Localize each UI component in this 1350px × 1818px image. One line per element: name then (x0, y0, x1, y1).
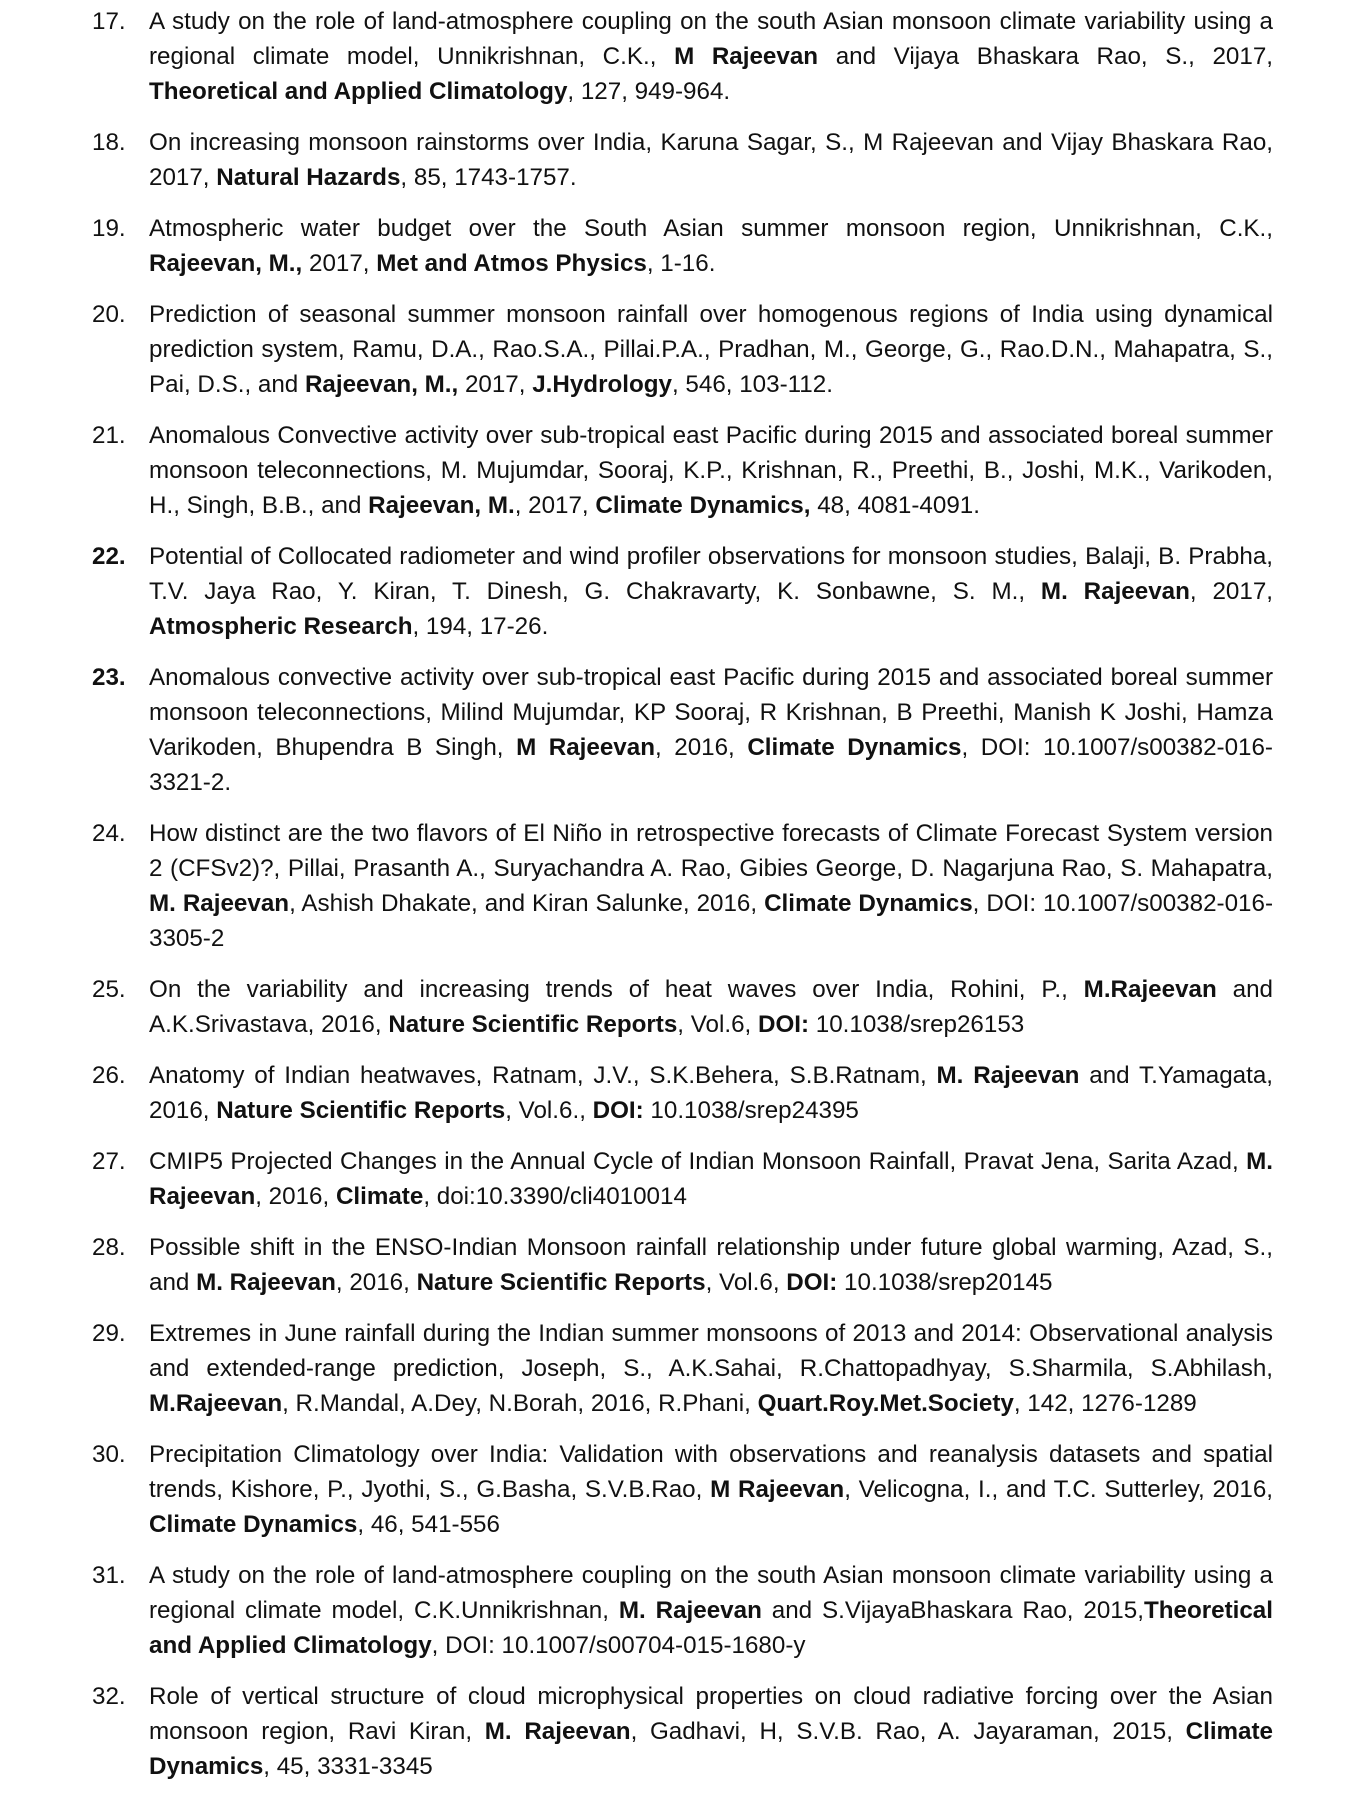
citation-emphasis: M. Rajeevan (1040, 578, 1190, 605)
entry-number: 19. (92, 215, 126, 242)
citation-segment: How distinct are the two flavors of El Niño in retrospective forecasts of Climate Forecast System version 2 (CFSv2)?, Pillai, Prasanth A., Suryachandra A. Rao, Gibies George, D. Nagarjuna Rao, S. Mahapatra, (149, 820, 1273, 882)
citation-segment: Possible shift in the ENSO-Indian Monsoon rainfall relationship under future global warming, Azad, S., and (149, 1234, 1273, 1296)
citation-segment: , doi:10.3390/cli4010014 (423, 1183, 687, 1210)
citation-emphasis: M Rajeevan (516, 734, 655, 761)
entry-number: 21. (92, 422, 126, 449)
citation-segment: , DOI: 10.1007/s00382-016-3305-2 (149, 890, 1274, 952)
citation-segment: Extremes in June rainfall during the Indian summer monsoons of 2013 and 2014: Observational analysis and extended-range prediction, Joseph, S., A.K.Sahai, R.Chattopadhyay, S.Sharmila, S.Abhilash, (149, 1320, 1273, 1382)
citation-text (149, 816, 1273, 956)
citation-emphasis: Nature Scientific Reports (416, 1269, 706, 1296)
citation-segment: 10.1038/srep20145 (837, 1269, 1053, 1296)
citation-emphasis: M.Rajeevan (149, 1390, 283, 1417)
citation-segment: , Gadhavi, H, S.V.B. Rao, A. Jayaraman, 2015, (630, 1718, 1186, 1745)
entry-number: 20. (92, 301, 126, 328)
citation-emphasis: M. Rajeevan (149, 890, 290, 917)
citation-emphasis: Atmospheric Research (149, 613, 413, 640)
citation-emphasis: M.Rajeevan (1083, 976, 1217, 1003)
citation-segment: Potential of Collocated radiometer and wind profiler observations for monsoon studies, Balaji, B. Prabha, T.V. Jaya Rao, Y. Kiran, T. Dinesh, G. Chakravarty, K. Sonbawne, S. M., (149, 543, 1273, 605)
entry-number: 17. (92, 8, 126, 35)
citation-emphasis: Climate Dynamics (747, 734, 962, 761)
citation-emphasis: Climate Dynamics (764, 890, 973, 917)
publication-entry (0, 972, 1350, 1042)
citation-segment: Atmospheric water budget over the South Asian summer monsoon region, Unnikrishnan, C.K., (149, 215, 1273, 242)
publication-entry (0, 1679, 1350, 1784)
citation-text (149, 539, 1273, 644)
citation-segment: , 546, 103-112. (671, 371, 833, 398)
citation-emphasis: J.Hydrology (532, 371, 672, 398)
publication-entry (0, 125, 1350, 195)
citation-segment: , Vol.6, (677, 1011, 758, 1038)
entry-number: 28. (92, 1234, 126, 1261)
publication-entry (0, 539, 1350, 644)
citation-emphasis: Theoretical and Applied Climatology (149, 1597, 1273, 1659)
citation-text (149, 1316, 1273, 1421)
citation-segment: Role of vertical structure of cloud microphysical properties on cloud radiative forcing over the Asian monsoon region, Ravi Kiran, (149, 1683, 1273, 1745)
citation-segment: 2017, (458, 371, 533, 398)
citation-segment: , 46, 541-556 (357, 1511, 500, 1538)
publication-entry (0, 211, 1350, 281)
citation-segment: , 2017, (1189, 578, 1274, 605)
citation-text (149, 1058, 1273, 1128)
publication-entry (0, 418, 1350, 523)
citation-emphasis: Rajeevan, M. (368, 492, 515, 519)
citation-emphasis: M. Rajeevan (484, 1718, 631, 1745)
citation-segment: 2017, (302, 250, 377, 277)
citation-emphasis: M. Rajeevan (196, 1269, 336, 1296)
citation-emphasis: Climate Dynamics, (595, 492, 811, 519)
citation-emphasis: Rajeevan, M., (149, 250, 303, 277)
citation-text (149, 297, 1273, 402)
citation-text (149, 211, 1273, 281)
entry-number: 32. (92, 1683, 126, 1710)
citation-segment: , 85, 1743-1757. (400, 164, 577, 191)
citation-emphasis: DOI: (786, 1269, 838, 1296)
publication-entry (0, 1437, 1350, 1542)
entry-number: 26. (92, 1062, 126, 1089)
citation-emphasis: Climate Dynamics (149, 1511, 358, 1538)
citation-emphasis: Climate (335, 1183, 424, 1210)
publication-entry (0, 816, 1350, 956)
citation-emphasis: Theoretical and Applied Climatology (149, 78, 568, 105)
citation-segment: , Vol.6, (705, 1269, 787, 1296)
citation-text (149, 1230, 1273, 1300)
publication-entry (0, 297, 1350, 402)
citation-emphasis: Natural Hazards (216, 164, 401, 191)
citation-emphasis: Rajeevan, M., (304, 371, 459, 398)
citation-segment: and A.K.Srivastava, 2016, (149, 976, 1273, 1038)
citation-segment: 10.1038/srep26153 (809, 1011, 1025, 1038)
citation-segment: , 2017, (514, 492, 596, 519)
citation-segment: and T.Yamagata, 2016, (149, 1062, 1274, 1124)
citation-emphasis: Climate Dynamics (149, 1718, 1273, 1780)
citation-segment: , 2016, (335, 1269, 417, 1296)
citation-emphasis: M. Rajeevan (936, 1062, 1080, 1089)
citation-segment: Prediction of seasonal summer monsoon rainfall over homogenous regions of India using dynamical prediction system, Ramu, D.A., Rao.S.A., Pillai.P.A., Pradhan, M., George, G., Rao.D.N., Mahapatra, S., Pai, D.S., and (149, 301, 1273, 398)
citation-emphasis: DOI: (592, 1097, 644, 1124)
citation-text (149, 125, 1273, 195)
citation-segment: and Vijaya Bhaskara Rao, S., 2017, (818, 43, 1273, 70)
entry-number: 27. (92, 1148, 126, 1175)
publication-entry (0, 1058, 1350, 1128)
citation-segment: , DOI: 10.1007/s00704-015-1680-y (431, 1632, 806, 1659)
citation-segment: , 194, 17-26. (412, 613, 549, 640)
citation-emphasis: M Rajeevan (710, 1476, 845, 1503)
citation-segment: , R.Mandal, A.Dey, N.Borah, 2016, R.Phani, (282, 1390, 758, 1417)
citation-segment: A study on the role of land-atmosphere coupling on the south Asian monsoon climate variability using a regional climate model, Unnikrishnan, C.K., (149, 8, 1273, 70)
citation-text (149, 4, 1273, 109)
citation-emphasis: Met and Atmos Physics (376, 250, 647, 277)
publication-entry (0, 660, 1350, 800)
citation-segment: Precipitation Climatology over India: Validation with observations and reanalysis datasets and spatial trends, Kishore, P., Jyothi, S., G.Basha, S.V.B.Rao, (149, 1441, 1273, 1503)
citation-segment: , Vol.6., (505, 1097, 593, 1124)
citation-segment: , DOI: 10.1007/s00382-016-3321-2. (149, 734, 1273, 796)
citation-text (149, 1679, 1273, 1784)
citation-segment: On the variability and increasing trends of heat waves over India, Rohini, P., (149, 976, 1084, 1003)
citation-text (149, 1558, 1273, 1663)
citation-text (149, 972, 1273, 1042)
citation-emphasis: Nature Scientific Reports (216, 1097, 506, 1124)
citation-segment: A study on the role of land-atmosphere coupling on the south Asian monsoon climate variability using a regional climate model, C.K.Unnikrishnan, (149, 1562, 1273, 1624)
citation-segment: , 2016, (255, 1183, 336, 1210)
publication-entry (0, 1558, 1350, 1663)
citation-text (149, 1144, 1273, 1214)
entry-number: 25. (92, 976, 126, 1003)
publication-entry (0, 4, 1350, 109)
entry-number: 18. (92, 129, 126, 156)
citation-segment: CMIP5 Projected Changes in the Annual Cycle of Indian Monsoon Rainfall, Pravat Jena, Sarita Azad, (149, 1148, 1247, 1175)
citation-text (149, 660, 1273, 800)
citation-emphasis: DOI: (757, 1011, 810, 1038)
entry-number: 30. (92, 1441, 126, 1468)
publication-entry (0, 1316, 1350, 1421)
citation-segment: , 142, 1276-1289 (1013, 1390, 1197, 1417)
citation-segment: and S.VijayaBhaskara Rao, 2015, (761, 1597, 1144, 1624)
citation-segment: , Velicogna, I., and T.C. Sutterley, 2016, (844, 1476, 1274, 1503)
entry-number: 22. (92, 543, 126, 570)
citation-segment: On increasing monsoon rainstorms over India, Karuna Sagar, S., M Rajeevan and Vijay Bhaskara Rao, 2017, (149, 129, 1273, 191)
citation-segment: , 2016, (654, 734, 748, 761)
citation-text (149, 1437, 1273, 1542)
citation-text (149, 418, 1273, 523)
citation-emphasis: Nature Scientific Reports (388, 1011, 678, 1038)
entry-number: 29. (92, 1320, 126, 1347)
citation-segment: , 45, 3331-3345 (263, 1753, 433, 1780)
citation-segment: Anatomy of Indian heatwaves, Ratnam, J.V., S.K.Behera, S.B.Ratnam, (149, 1062, 937, 1089)
citation-segment: , 1-16. (646, 250, 716, 277)
citation-segment: 48, 4081-4091. (810, 492, 980, 519)
citation-emphasis: M. Rajeevan (618, 1597, 762, 1624)
citation-emphasis: Quart.Roy.Met.Society (757, 1390, 1014, 1417)
citation-segment: , Ashish Dhakate, and Kiran Salunke, 2016, (289, 890, 765, 917)
publication-entry (0, 1144, 1350, 1214)
publication-entry (0, 1230, 1350, 1300)
citation-segment: Anomalous Convective activity over sub-tropical east Pacific during 2015 and associated boreal summer monsoon teleconnections, M. Mujumdar, Sooraj, K.P., Krishnan, R., Preethi, B., Joshi, M.K., Varikoden, H., Singh, B.B., and (149, 422, 1273, 519)
citation-emphasis: M Rajeevan (674, 43, 819, 70)
citation-segment: Anomalous convective activity over sub-tropical east Pacific during 2015 and associated boreal summer monsoon teleconnections, Milind Mujumdar, KP Sooraj, R Krishnan, B Preethi, Manish K Joshi, Hamza Varikoden, Bhupendra B Singh, (149, 664, 1273, 761)
citation-emphasis: M. Rajeevan (149, 1148, 1273, 1210)
citation-segment: , 127, 949-964. (567, 78, 731, 105)
entry-number: 23. (92, 664, 126, 691)
entry-number: 24. (92, 820, 126, 847)
citation-segment: 10.1038/srep24395 (643, 1097, 859, 1124)
entry-number: 31. (92, 1562, 126, 1589)
